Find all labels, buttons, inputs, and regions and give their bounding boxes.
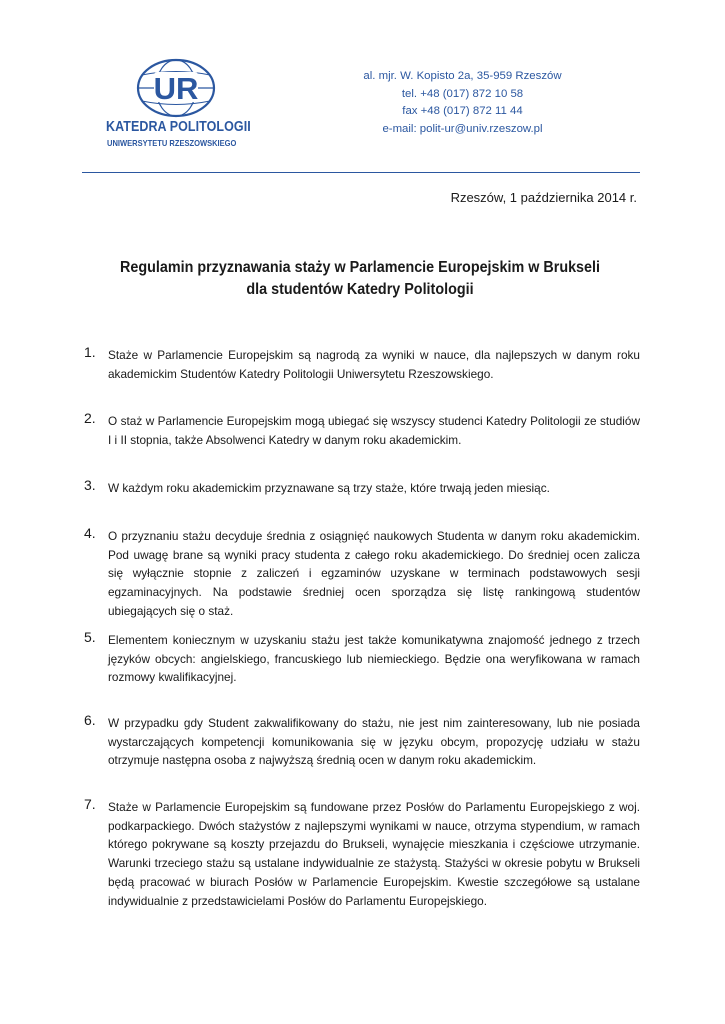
org-subname: UNIWERSYTETU RZESZOWSKIEGO xyxy=(107,138,237,148)
department-logo xyxy=(106,58,251,154)
item-text: W przypadku gdy Student zakwalifikowany do stażu, nie jest nim zainteresowany, lub nie posiada wystarczających kompetencji komunikowania się w języku obcym, propozycję udziału w stażu otrzymuje następna osoba z najwyższą średnią ocen w danym roku akademickim. xyxy=(108,716,640,768)
item-number: 6. xyxy=(84,712,96,728)
header-divider xyxy=(82,172,640,173)
item-number: 4. xyxy=(84,525,96,541)
item-text: W każdym roku akademickim przyznawane są trzy staże, które trwają jeden miesiąc. xyxy=(108,481,550,495)
contact-phone: tel. +48 (017) 872 10 58 xyxy=(401,87,524,100)
item-number: 1. xyxy=(84,344,96,360)
logo-monogram: UR xyxy=(153,71,199,106)
contact-fax: fax +48 (017) 872 11 44 xyxy=(402,105,523,118)
document-date: Rzeszów, 1 października 2014 r. xyxy=(450,190,637,205)
item-text: Elementem koniecznym w uzyskaniu stażu jest także komunikatywna znajomość jednego z trzech języków obcych: angielskiego, francuskiego lub niemieckiego. Będzie ona weryfikowana w ramach rozmowy kwalifikacyjnej. xyxy=(108,633,640,685)
item-text: Staże w Parlamencie Europejskim są nagrodą za wyniki w nauce, dla najlepszych w danym roku akademickim Studentów Katedry Politologii Uniwersytetu Rzeszowskiego. xyxy=(108,348,640,381)
item-text: O przyznaniu stażu decyduje średnia z osiągnięć naukowych Studenta w danym roku akademickim. Pod uwagę brane są wyniki pracy studenta z całego roku akademickiego. Do średniej ocen zalicza się wyłącznie stopnie z zaliczeń i egzaminów uzyskane w terminach podstawowych sesji egzaminacyjnych. Na podstawie średniej ocen sporządza się listę rankingową studentów ubiegających się o staż. xyxy=(108,529,640,618)
item-text: O staż w Parlamencie Europejskim mogą ubiegać się wszyscy studenci Katedry Politologii ze studiów I i II stopnia, także Absolwenci Katedry w danym roku akademickim. xyxy=(108,414,640,447)
item-number: 3. xyxy=(84,477,96,493)
document-title xyxy=(84,257,636,301)
item-number: 7. xyxy=(84,796,96,812)
item-text: Staże w Parlamencie Europejskim są fundowane przez Posłów do Parlamentu Europejskiego z woj. podkarpackiego. Dwóch stażystów z najlepszymi wynikami w nauce, otrzyma stypendium, w ramach którego pokrywane są koszty przejazdu do Brukseli, wynajęcie mieszkania i częściowe utrzymanie. Warunki trzeciego stażu są ustalane indywidualnie ze stażystą. Stażyści w okresie pobytu w Brukseli będą pracować w biurach Posłów w Parlamencie Europejskim. Kwestie szczegółowe są ustalane indywidualnie z przedstawicielami Posłów do Parlamentu Europejskiego. xyxy=(108,800,640,908)
title-line-2: dla studentów Katedry Politologii xyxy=(246,281,474,298)
globe-logo-icon xyxy=(134,58,218,118)
contact-block xyxy=(350,68,575,138)
contact-address: al. mjr. W. Kopisto 2a, 35-959 Rzeszów xyxy=(363,70,562,82)
title-line-1: Regulamin przyznawania staży w Parlamencie Europejskim w Brukseli xyxy=(120,259,600,276)
item-number: 5. xyxy=(84,629,96,645)
org-name: KATEDRA POLITOLOGII xyxy=(106,119,251,135)
contact-email[interactable]: e-mail: polit-ur@univ.rzeszow.pl xyxy=(382,122,543,135)
item-number: 2. xyxy=(84,410,96,426)
